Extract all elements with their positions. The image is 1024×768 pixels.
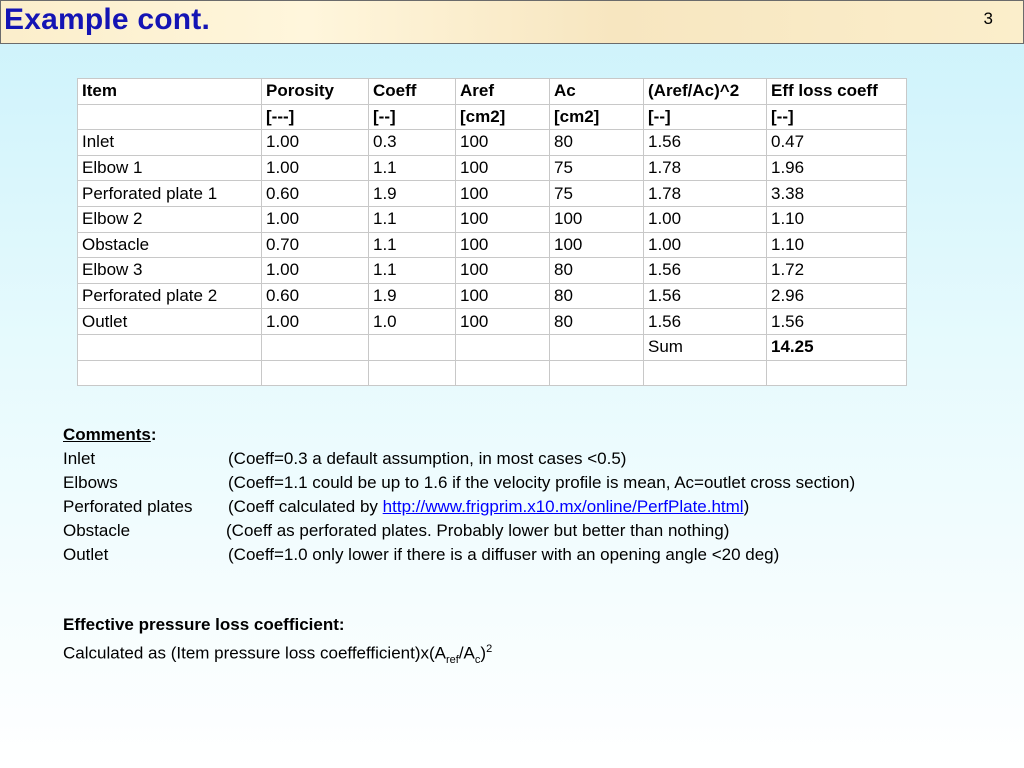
table-cell: 75 [550,181,644,207]
header-cell: Ac [550,79,644,105]
header-cell: Eff loss coeff [767,79,907,105]
table-cell: 1.00 [644,232,767,258]
comment-label: Elbows [63,473,118,492]
table-cell: 3.38 [767,181,907,207]
table-row [78,232,907,258]
sum-row [78,334,907,360]
table-row [78,258,907,284]
effective-coefficient-section [63,613,492,672]
comment-text [228,495,749,519]
table-cell: 100 [550,232,644,258]
table-cell: 80 [550,130,644,156]
comment-text: (Coeff=1.1 could be up to 1.6 if the velocity profile is mean, Ac=outlet cross section) [228,473,856,492]
slide-title: Example cont. [4,3,210,36]
table-cell: 1.78 [644,155,767,181]
table-cell: 100 [550,206,644,232]
perf-plate-link[interactable]: http://www.frigprim.x10.mx/online/PerfPlate.html [382,497,744,516]
table-row [78,155,907,181]
header-cell: Porosity [262,79,369,105]
table-row [78,181,907,207]
table-cell: 1.00 [262,258,369,284]
table-cell: 1.78 [644,181,767,207]
unit-cell: [---] [262,104,369,130]
unit-cell: [--] [644,104,767,130]
table-cell: 1.56 [767,309,907,335]
table-cell: Elbow 1 [78,155,262,181]
table-row [78,309,907,335]
comment-elbows [63,471,856,495]
table-cell: 80 [550,258,644,284]
formula-sub-c: c [474,654,481,667]
table-cell: 100 [456,206,550,232]
table-body [78,130,907,335]
table-cell: 1.96 [767,155,907,181]
table-cell: Perforated plate 2 [78,283,262,309]
empty-cell [767,360,907,386]
table-cell: 1.00 [262,309,369,335]
table-cell: 80 [550,309,644,335]
table-cell: Perforated plate 1 [78,181,262,207]
table-cell: Elbow 3 [78,258,262,284]
table-cell: 1.00 [262,206,369,232]
header-cell: Aref [456,79,550,105]
table-header-row [78,79,907,105]
table-cell: 1.56 [644,283,767,309]
empty-cell [262,334,369,360]
comment-text-post: ) [743,497,750,516]
formula-slash: /A [458,643,475,663]
table-cell: 75 [550,155,644,181]
header-cell: Item [78,79,262,105]
empty-cell [456,360,550,386]
table-cell: 1.9 [369,181,456,207]
table-cell: Outlet [78,309,262,335]
unit-cell [78,104,262,130]
comment-text: (Coeff as perforated plates. Probably lower but better than nothing) [226,521,730,540]
slide-number: 3 [983,9,993,28]
comment-obstacle [63,519,730,543]
empty-cell [550,334,644,360]
empty-cell [456,334,550,360]
sum-value: 14.25 [767,334,907,360]
comments-section [63,423,856,567]
table-cell: 1.9 [369,283,456,309]
table-cell: 0.3 [369,130,456,156]
table-cell: 1.1 [369,206,456,232]
comment-outlet [63,543,780,567]
table-cell: 1.00 [262,155,369,181]
comments-heading-row [63,423,157,447]
comment-label: Obstacle [63,521,131,540]
comment-label: Perforated plates [63,497,193,516]
table-cell: 1.00 [644,206,767,232]
comment-inlet [63,447,627,471]
table-cell: 1.56 [644,309,767,335]
table-units-row [78,104,907,130]
table-cell: 1.10 [767,206,907,232]
table-cell: 100 [456,258,550,284]
table-cell: 1.00 [262,130,369,156]
table-cell: 100 [456,283,550,309]
unit-cell: [cm2] [550,104,644,130]
comment-text: (Coeff=1.0 only lower if there is a diffuser with an opening angle <20 deg) [228,545,780,564]
empty-cell [550,360,644,386]
table-cell: Elbow 2 [78,206,262,232]
comments-heading: Comments [63,425,151,444]
table-cell: 100 [456,181,550,207]
effective-formula [63,637,492,672]
table-cell: 1.1 [369,232,456,258]
table-cell: 1.1 [369,258,456,284]
table-cell: 2.96 [767,283,907,309]
unit-cell: [cm2] [456,104,550,130]
empty-cell [78,334,262,360]
empty-cell [78,360,262,386]
effective-heading: Effective pressure loss coefficient: [63,615,345,634]
table-cell: 0.60 [262,181,369,207]
comment-text-pre: (Coeff calculated by [228,497,383,516]
header-cell: Coeff [369,79,456,105]
table-cell: 1.1 [369,155,456,181]
table-cell: 0.47 [767,130,907,156]
comment-text: (Coeff=0.3 a default assumption, in most cases <0.5) [228,449,627,468]
formula-close: ) [480,643,487,663]
table-cell: 1.10 [767,232,907,258]
empty-cell [369,360,456,386]
header-cell: (Aref/Ac)^2 [644,79,767,105]
blank-row [78,360,907,386]
empty-cell [369,334,456,360]
comment-label: Inlet [63,449,96,468]
table-cell: 0.60 [262,283,369,309]
formula-sub-ref: ref [445,654,459,667]
table-cell: 100 [456,232,550,258]
table-cell: 1.56 [644,258,767,284]
table-cell: 100 [456,155,550,181]
table-cell: 100 [456,130,550,156]
table-cell: 0.70 [262,232,369,258]
table-row [78,130,907,156]
table-cell: Obstacle [78,232,262,258]
empty-cell [644,360,767,386]
table-cell: 1.56 [644,130,767,156]
table-row [78,206,907,232]
comment-label: Outlet [63,545,109,564]
table-cell: 1.72 [767,258,907,284]
comments-heading-colon: : [150,425,157,444]
table-cell: 100 [456,309,550,335]
unit-cell: [--] [369,104,456,130]
table-cell: 80 [550,283,644,309]
sum-label: Sum [644,334,767,360]
comment-perforated-plates [63,495,750,519]
table-cell: 1.0 [369,309,456,335]
formula-sup: 2 [486,643,493,655]
formula-text: Calculated as (Item pressure loss coeffefficient)x(A [63,643,446,663]
loss-coefficient-table [77,78,907,386]
table-row [78,283,907,309]
table-cell: Inlet [78,130,262,156]
unit-cell: [--] [767,104,907,130]
title-bar [0,0,1024,44]
empty-cell [262,360,369,386]
